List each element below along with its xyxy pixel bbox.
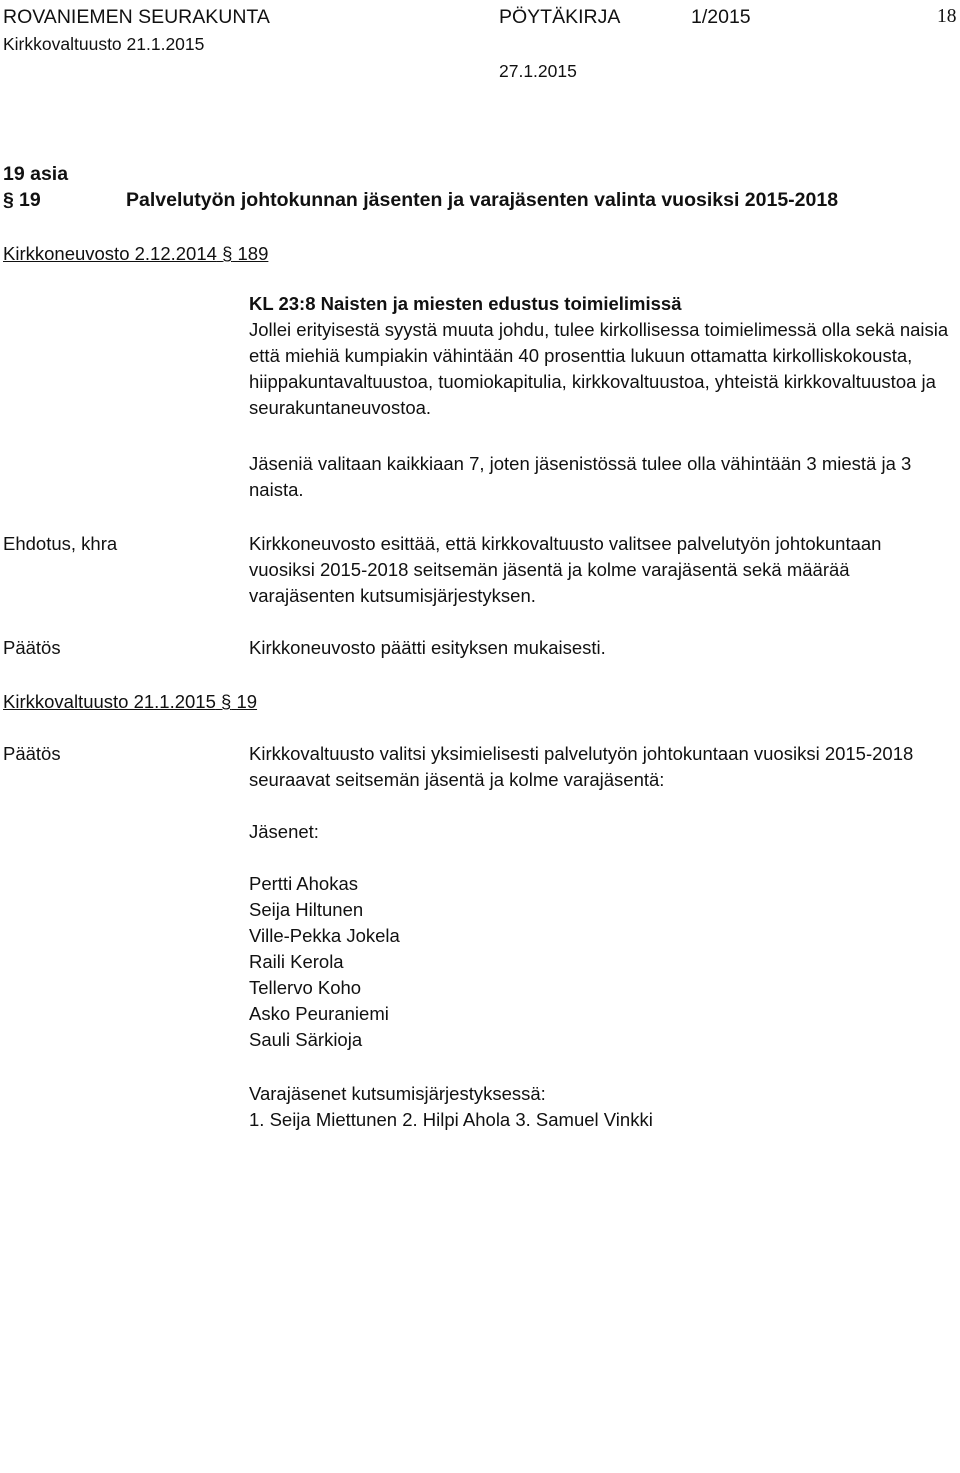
member-name: Seija Hiltunen bbox=[249, 899, 364, 920]
deputies-section bbox=[249, 1081, 653, 1133]
council-reference-date: Kirkkoneuvosto 2.12.2014 bbox=[3, 243, 217, 264]
members-list bbox=[249, 871, 400, 1053]
agenda-title: Palvelutyön johtokunnan jäsenten ja varajäsenten valinta vuosiksi 2015-2018 bbox=[126, 189, 839, 211]
section-symbol: § bbox=[221, 691, 232, 712]
proposal-text bbox=[249, 531, 881, 609]
member-name: Ville-Pekka Jokela bbox=[249, 925, 400, 946]
members-heading: Jäsenet: bbox=[249, 821, 319, 842]
section-symbol: § bbox=[3, 189, 14, 211]
section-symbol: § bbox=[222, 243, 233, 264]
proposal-line: vuosiksi 2015-2018 seitsemän jäsentä ja kolme varajäsentä sekä määrää bbox=[249, 559, 850, 580]
page-number: 18 bbox=[937, 6, 957, 27]
member-name: Tellervo Koho bbox=[249, 977, 362, 998]
decision-text bbox=[249, 741, 913, 793]
deputies-heading: Varajäsenet kutsumisjärjestyksessä: bbox=[249, 1083, 546, 1104]
section-number: 19 bbox=[19, 189, 41, 211]
agenda-item-label: 19 asia bbox=[3, 163, 69, 185]
member-name: Pertti Ahokas bbox=[249, 873, 359, 894]
meeting-reference: Kirkkovaltuusto 21.1.2015 bbox=[3, 34, 205, 54]
member-name: Sauli Särkioja bbox=[249, 1029, 363, 1050]
proposal-line: varajäsenten kutsumisjärjestyksen. bbox=[249, 585, 536, 606]
decision-label: Päätös bbox=[3, 637, 61, 658]
member-name: Raili Kerola bbox=[249, 951, 344, 972]
deputies-list: 1. Seija Miettunen 2. Hilpi Ahola 3. Samuel Vinkki bbox=[249, 1109, 653, 1130]
valtuusto-reference-date: Kirkkovaltuusto 21.1.2015 bbox=[3, 691, 216, 712]
law-line: seurakuntaneuvostoa. bbox=[249, 397, 432, 418]
members-note-line: Jäseniä valitaan kaikkiaan 7, joten jäsenistössä tulee olla vähintään 3 miestä ja 3 bbox=[249, 453, 912, 474]
proposal-line: Kirkkoneuvosto esittää, että kirkkovaltuusto valitsee palvelutyön johtokuntaan bbox=[249, 533, 882, 554]
document-type: PÖYTÄKIRJA bbox=[499, 6, 621, 28]
member-name: Asko Peuraniemi bbox=[249, 1003, 389, 1024]
organization-name: ROVANIEMEN SEURAKUNTA bbox=[3, 6, 270, 28]
valtuusto-reference bbox=[3, 689, 257, 715]
law-line: Jollei erityisestä syystä muuta johdu, tulee kirkollisessa toimielimessä olla sekä naisia bbox=[249, 319, 949, 340]
decision-line: Kirkkovaltuusto valitsi yksimielisesti palvelutyön johtokuntaan vuosiksi 2015-2018 bbox=[249, 743, 914, 764]
valtuusto-reference-section: 19 bbox=[236, 691, 258, 712]
meeting-date: 27.1.2015 bbox=[499, 61, 577, 81]
members-note bbox=[249, 451, 911, 503]
members-note-line: naista. bbox=[249, 479, 304, 500]
law-text bbox=[249, 291, 948, 421]
document-number: 1/2015 bbox=[691, 6, 751, 28]
law-line: hiippakuntavaltuustoa, tuomiokapitulia, kirkkovaltuustoa, yhteistä kirkkovaltuustoa ja bbox=[249, 371, 936, 392]
law-heading: KL 23:8 Naisten ja miesten edustus toimielimissä bbox=[249, 293, 682, 314]
council-reference bbox=[3, 241, 268, 267]
decision-text: Kirkkoneuvosto päätti esityksen mukaisesti. bbox=[249, 637, 606, 658]
law-line: että miehiä kumpiakin vähintään 40 prosenttia lukuun ottamatta kirkolliskokousta, bbox=[249, 345, 913, 366]
council-reference-section: 189 bbox=[237, 243, 269, 264]
decision-label: Päätös bbox=[3, 743, 61, 764]
decision-line: seuraavat seitsemän jäsentä ja kolme varajäsentä: bbox=[249, 769, 665, 790]
proposal-label: Ehdotus, khra bbox=[3, 533, 118, 554]
